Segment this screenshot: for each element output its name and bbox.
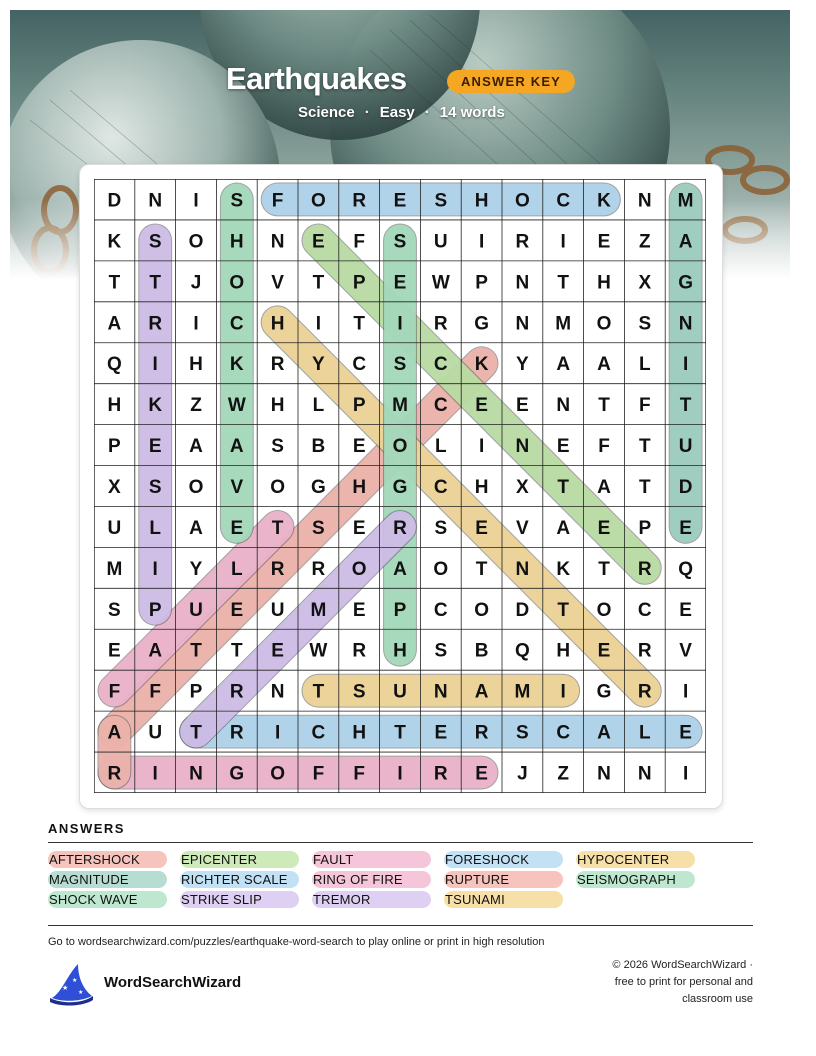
grid-letter: R [229, 681, 244, 703]
grid-letter: A [556, 517, 571, 539]
grid-letter: S [638, 313, 652, 335]
grid-letter: T [312, 272, 325, 294]
copyright-line: classroom use [682, 993, 753, 1005]
grid-letter: G [229, 763, 245, 785]
copyright-line: free to print for personal and [614, 976, 753, 988]
svg-text:★: ★ [72, 978, 78, 984]
grid-letter: I [397, 313, 403, 335]
grid-letter: G [392, 477, 408, 498]
grid-letter: A [107, 313, 122, 335]
grid-letter: O [474, 599, 489, 621]
grid-letter: M [555, 313, 572, 335]
grid-letter: T [557, 272, 570, 294]
grid-letter: N [515, 558, 530, 580]
grid-letter: N [270, 681, 285, 703]
grid-letter: O [351, 558, 367, 580]
grid-letter: N [189, 763, 203, 785]
grid-letter: M [310, 599, 327, 621]
brand-name[interactable]: WordSearchWizard [104, 974, 242, 991]
grid-letter: R [433, 313, 448, 335]
grid-letter: I [274, 722, 281, 744]
grid-letter: A [189, 436, 203, 458]
meta-separator: · [364, 104, 370, 121]
answer-word: RING OF FIRE [312, 871, 431, 888]
grid-letter: T [271, 517, 284, 539]
grid-letter: E [597, 517, 611, 539]
answer-word: HYPOCENTER [576, 851, 695, 868]
answer-word: SHOCK WAVE [48, 891, 167, 908]
grid-letter: N [515, 436, 530, 458]
puzzle-title: Earthquakes [226, 61, 407, 96]
grid-letter: U [189, 599, 203, 621]
grid-letter: X [638, 272, 652, 294]
answers-heading: ANSWERS [48, 821, 125, 836]
grid-letter: A [597, 354, 611, 376]
grid-letter: P [638, 517, 652, 539]
grid-letter: I [152, 558, 158, 580]
grid-letter: P [148, 599, 162, 621]
grid-letter: A [189, 517, 203, 539]
grid-letter: X [516, 477, 529, 498]
grid-letter: R [352, 190, 367, 212]
grid-letter: E [393, 272, 407, 294]
grid-letter: H [189, 354, 203, 376]
grid-letter: O [433, 558, 449, 580]
grid-letter: Y [189, 558, 203, 580]
grid-letter: W [309, 640, 328, 662]
grid-letter: H [474, 477, 489, 498]
grid-letter: K [474, 354, 489, 376]
grid-letter: E [393, 190, 407, 212]
grid-letter: C [433, 599, 448, 621]
grid-letter: T [598, 558, 610, 580]
grid-letter: S [312, 517, 325, 539]
grid-letter: U [678, 436, 693, 458]
answer-word: STRIKE SLIP [180, 891, 299, 908]
grid-letter: E [312, 231, 325, 253]
grid-letter: T [190, 640, 202, 662]
grid-letter: R [148, 313, 163, 335]
grid-letter: T [353, 313, 366, 335]
grid-letter: S [434, 640, 448, 662]
answer-word: FAULT [312, 851, 431, 868]
grid-letter: S [148, 477, 162, 498]
grid-letter: T [638, 477, 651, 498]
grid-letter: P [475, 272, 488, 294]
grid-letter: S [434, 190, 448, 212]
grid-letter: D [515, 599, 530, 621]
grid-letter: G [596, 681, 612, 703]
grid-letter: W [431, 272, 450, 294]
grid-letter: M [106, 558, 123, 580]
grid-letter: E [516, 395, 529, 417]
grid-letter: U [148, 722, 163, 744]
grid-letter: R [433, 763, 448, 785]
grid-letter: C [229, 313, 244, 335]
grid-letter: G [311, 477, 326, 498]
grid-letter: E [108, 640, 121, 662]
grid-letter: C [556, 190, 571, 212]
grid-letter: F [638, 395, 651, 417]
grid-letters [106, 190, 693, 784]
answer-word: AFTERSHOCK [48, 851, 167, 868]
grid-letter: C [352, 354, 367, 376]
copyright-notice [580, 957, 753, 1008]
grid-letter: P [352, 395, 366, 417]
grid-letter: I [682, 763, 689, 785]
grid-letter: C [433, 477, 448, 498]
grid-letter: O [188, 231, 204, 253]
grid-letter: E [230, 517, 244, 539]
grid-letter: C [433, 395, 448, 417]
grid-letter: O [229, 272, 245, 294]
grid-letter: M [514, 681, 531, 703]
svg-text:★: ★ [78, 990, 84, 996]
grid-letter: W [227, 395, 246, 417]
grid-letter: H [474, 190, 489, 212]
grid-letter: V [679, 640, 692, 662]
subject-label: Science [298, 104, 355, 121]
grid-letter: E [679, 517, 692, 539]
grid-letter: R [229, 722, 244, 744]
grid-letter: S [352, 681, 366, 703]
divider [48, 842, 753, 843]
answer-word: SEISMOGRAPH [576, 871, 695, 888]
grid-letter: Y [516, 354, 529, 376]
grid-letter: K [229, 354, 244, 376]
grid-letter: B [474, 640, 489, 662]
grid-letter: L [149, 517, 162, 539]
grid-letter: B [311, 436, 326, 458]
grid-letter: L [638, 354, 651, 376]
grid-letter: T [312, 681, 325, 703]
grid-letter: N [637, 763, 652, 785]
grid-letter: I [152, 763, 158, 785]
grid-letter: I [682, 354, 689, 376]
grid-letter: U [433, 231, 448, 253]
grid-letter: L [434, 436, 447, 458]
grid-letter: C [433, 354, 448, 376]
grid-letter: T [557, 477, 570, 498]
grid-letter: H [107, 395, 122, 417]
grid-letter: E [475, 395, 488, 417]
answer-word: RUPTURE [444, 871, 563, 888]
footer-link[interactable]: Go to wordsearchwizard.com/puzzles/earthquake-word-search to play online or print in high resolution [48, 936, 545, 948]
grid-letter: I [193, 313, 199, 335]
grid-letter: Q [107, 354, 122, 376]
grid-letter: R [515, 231, 530, 253]
grid-letter: T [190, 722, 202, 744]
grid-letter: T [394, 722, 406, 744]
copyright-line: © 2026 WordSearchWizard · [612, 959, 753, 971]
grid-letter: I [152, 354, 158, 376]
grid-letter: F [108, 681, 121, 703]
grid-letter: L [230, 558, 243, 580]
grid-letter: Z [190, 395, 202, 417]
grid-letter: S [393, 354, 407, 376]
grid-letter: T [108, 272, 121, 294]
grid-letter: O [596, 599, 612, 621]
grid-letter: N [515, 272, 530, 294]
grid-letter: U [393, 681, 407, 703]
grid-letter: Q [678, 558, 693, 580]
answer-word: FORESHOCK [444, 851, 563, 868]
puzzle-meta [298, 104, 505, 121]
meta-separator: · [424, 104, 430, 121]
grid-letter: L [638, 722, 651, 744]
grid-letter: E [271, 640, 284, 662]
grid-letter: A [393, 558, 407, 580]
grid-letter: E [597, 640, 611, 662]
grid-letter: Z [557, 763, 570, 785]
grid-letter: F [312, 763, 325, 785]
answer-word: RICHTER SCALE [180, 871, 299, 888]
grid-letter: T [638, 436, 651, 458]
grid-letter: O [270, 763, 285, 785]
divider [48, 925, 753, 926]
grid-letter: N [556, 395, 571, 417]
grid-letter: I [560, 231, 566, 253]
grid-letter: N [515, 313, 530, 335]
grid-letter: F [149, 681, 162, 703]
grid-letter: U [270, 599, 285, 621]
grid-letter: R [474, 722, 489, 744]
grid-letter: R [311, 558, 326, 580]
grid-letter: E [230, 599, 244, 621]
grid-letter: R [637, 558, 652, 580]
answers-list [48, 851, 753, 913]
grid-letter: D [107, 190, 122, 212]
grid-letter: J [190, 272, 202, 294]
grid-letter: T [149, 272, 162, 294]
answer-word: TSUNAMI [444, 891, 563, 908]
grid-letter: E [556, 436, 570, 458]
grid-letter: C [637, 599, 652, 621]
grid-letter: O [515, 190, 530, 212]
grid-letter: K [148, 395, 163, 417]
grid-letter: K [107, 231, 122, 253]
grid-letter: E [148, 436, 162, 458]
grid-letter: N [433, 681, 448, 703]
grid-letter: E [679, 722, 692, 744]
grid-letter: F [271, 190, 284, 212]
grid-letter: A [107, 722, 122, 744]
grid-letter: D [678, 477, 693, 498]
grid-letter: F [353, 231, 366, 253]
svg-text:★: ★ [62, 985, 69, 992]
grid-letter: E [352, 599, 366, 621]
grid-letter: O [311, 190, 326, 212]
grid-letter: T [598, 395, 610, 417]
grid-letter: F [598, 436, 610, 458]
grid-letter: R [352, 640, 367, 662]
grid-letter: P [108, 436, 121, 458]
grid-letter: R [107, 763, 122, 785]
grid-letter: A [148, 640, 163, 662]
grid-letter: N [597, 763, 611, 785]
grid-letter: N [270, 231, 285, 253]
grid-letter: Z [638, 231, 651, 253]
grid-letter: N [637, 190, 652, 212]
grid-letter: E [352, 517, 366, 539]
grid-letter: S [230, 190, 244, 212]
grid-letter: I [682, 681, 689, 703]
grid-letter: M [677, 190, 694, 212]
grid-letter: S [434, 517, 448, 539]
grid-letter: R [637, 640, 652, 662]
grid-letter: R [270, 558, 285, 580]
grid-letter: O [270, 477, 285, 498]
answer-key-badge: ANSWER KEY [447, 70, 575, 93]
grid-letter: R [270, 354, 285, 376]
grid-letter: P [189, 681, 203, 703]
grid-letter: S [148, 231, 162, 253]
grid-letter: N [678, 313, 693, 335]
grid-letter: G [678, 272, 693, 294]
grid-letter: A [556, 354, 571, 376]
grid-letter: O [596, 313, 612, 335]
grid-letter: U [107, 517, 122, 539]
grid-letter: Y [312, 354, 325, 376]
grid-letter: A [678, 231, 693, 253]
grid-letter: S [271, 436, 284, 458]
grid-letter: O [188, 477, 204, 498]
grid-letter: E [352, 436, 366, 458]
grid-letter: I [397, 763, 403, 785]
grid-letter: R [393, 517, 407, 539]
grid-letter: H [393, 640, 407, 662]
answer-word: MAGNITUDE [48, 871, 167, 888]
word-count-label: 14 words [439, 104, 505, 121]
grid-letter: A [474, 681, 489, 703]
grid-letter: T [230, 640, 243, 662]
word-search-grid [94, 179, 706, 793]
grid-letter: H [597, 272, 611, 294]
grid-letter: N [148, 190, 163, 212]
grid-letter: K [556, 558, 571, 580]
grid-letter: T [475, 558, 488, 580]
grid-letter: H [270, 395, 285, 417]
grid-letter: H [229, 231, 244, 253]
grid-letter: E [679, 599, 692, 621]
grid-letter: L [312, 395, 325, 417]
difficulty-label: Easy [379, 104, 415, 121]
grid-letter: A [229, 436, 244, 458]
grid-letter: O [392, 436, 408, 458]
grid-letter: Q [515, 640, 530, 662]
grid-letter: H [352, 722, 367, 744]
grid-letter: I [193, 190, 199, 212]
grid-letter: E [475, 763, 488, 785]
grid-letter: H [556, 640, 571, 662]
grid-letter: A [597, 477, 611, 498]
grid-letter: R [637, 681, 652, 703]
grid-letter: A [597, 722, 611, 744]
grid-letter: G [474, 313, 489, 335]
answer-word: EPICENTER [180, 851, 299, 868]
grid-letter: I [478, 231, 485, 253]
grid-letter: E [597, 231, 611, 253]
answer-word: TREMOR [312, 891, 431, 908]
grid-letter: X [108, 477, 121, 498]
grid-letter: V [516, 517, 529, 539]
grid-letter: P [352, 272, 366, 294]
grid-letter: K [597, 190, 611, 212]
grid-letter: C [311, 722, 326, 744]
wizard-hat-icon [48, 962, 94, 1006]
grid-letter: P [393, 599, 407, 621]
grid-letter: T [557, 599, 570, 621]
grid-letter: V [271, 272, 284, 294]
grid-letter: I [478, 436, 485, 458]
grid-letter: S [108, 599, 121, 621]
grid-letter: E [434, 722, 448, 744]
grid-letter: C [556, 722, 571, 744]
grid-letter: S [516, 722, 529, 744]
grid-letter: F [353, 763, 366, 785]
grid-letter: S [393, 231, 407, 253]
grid-letter: I [560, 681, 566, 703]
grid-letter: H [270, 313, 285, 335]
grid-letter: I [315, 313, 322, 335]
grid-letter: E [475, 517, 488, 539]
grid-letter: J [517, 763, 528, 785]
grid-letter: T [679, 395, 692, 417]
grid-letter: M [392, 395, 408, 417]
grid-letter: H [352, 477, 367, 498]
grid-letter: V [230, 477, 244, 498]
